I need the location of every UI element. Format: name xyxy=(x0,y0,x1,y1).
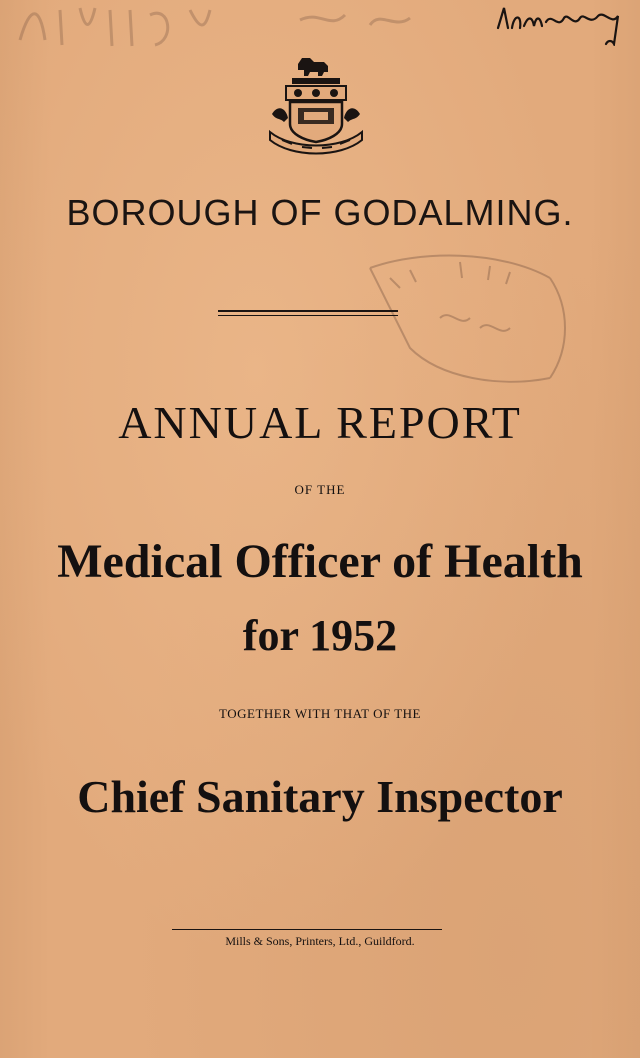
title-divider-rule xyxy=(218,310,398,316)
borough-title: BOROUGH OF GODALMING. xyxy=(66,192,574,233)
printer-divider-rule xyxy=(172,929,442,930)
report-title: ANNUAL REPORT xyxy=(118,397,522,448)
printer-imprint: Mills & Sons, Printers, Ltd., Guildford. xyxy=(225,934,415,948)
faint-handwriting-mark xyxy=(0,0,480,50)
of-the-label: OF THE xyxy=(294,482,346,497)
inspector-title: Chief Sanitary Inspector xyxy=(77,771,563,822)
together-line: TOGETHER WITH THAT OF THE xyxy=(219,706,421,721)
library-stamp-mark xyxy=(350,248,580,398)
officer-title: Medical Officer of Health xyxy=(57,535,583,588)
report-year: for 1952 xyxy=(242,611,398,660)
borough-crest-icon xyxy=(262,52,370,160)
handwritten-library-note xyxy=(494,0,634,46)
